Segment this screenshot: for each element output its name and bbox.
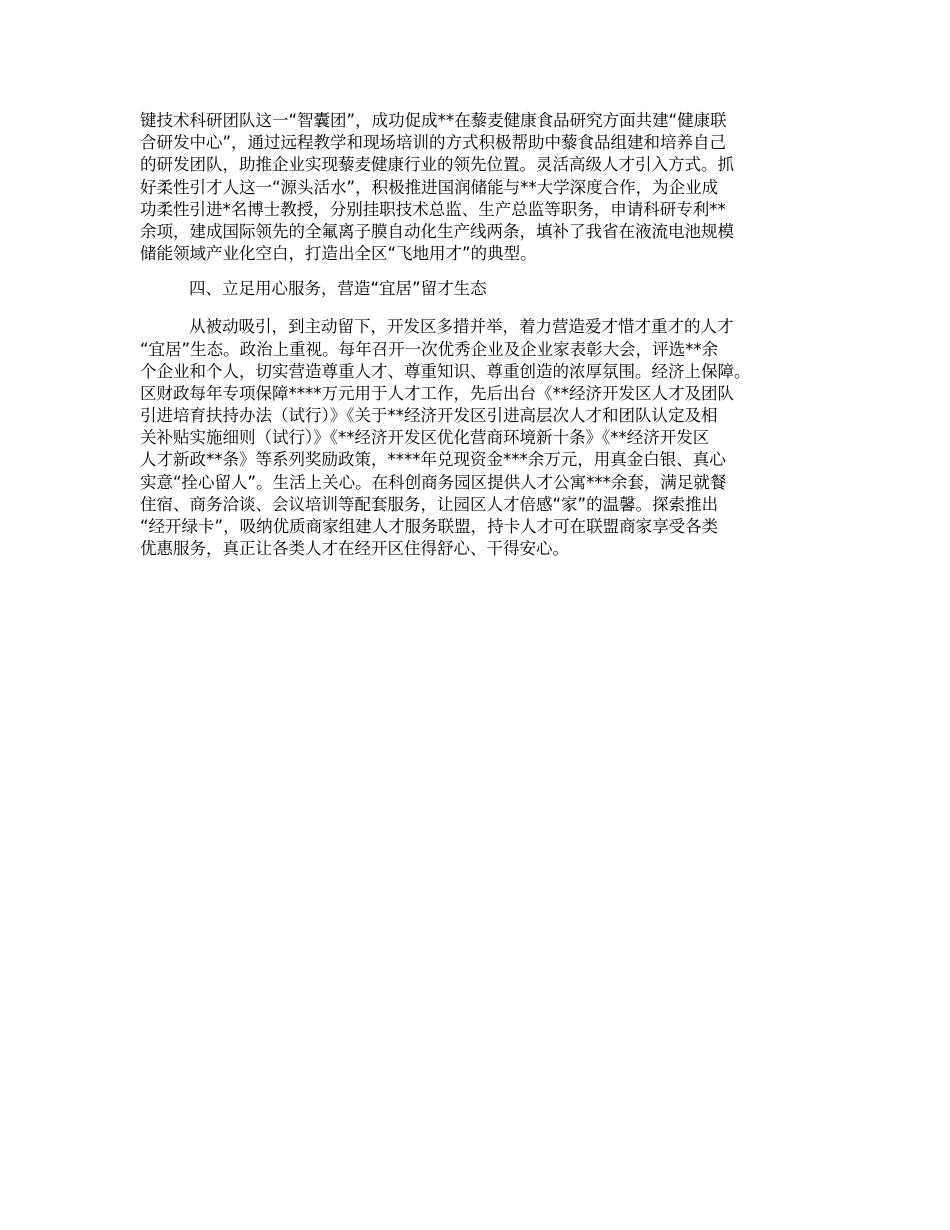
text-line: 余项，建成国际领先的全氟离子膜自动化生产线两条，填补了我省在液流电池规模: [140, 221, 734, 241]
text-line: 键技术科研团队这一“智囊团”，成功促成**在藜麦健康食品研究方面共建“健康联: [140, 111, 727, 130]
text-line: “经开绿卡”，吸纳优质商家组建人才服务联盟，持卡人才可在联盟商家享受各类: [140, 517, 719, 536]
text-line: 储能领域产业化空白，打造出全区“飞地用才”的典型。: [140, 244, 537, 264]
text-line: 功柔性引进*名博士教授，分别挂职技术总监、生产总监等职务，申请科研专利**: [140, 199, 726, 219]
text-line: 住宿、商务洽谈、会议培训等配套服务，让园区人才倍感“家”的温馨。探索推出: [140, 494, 719, 514]
text-line: 从被动吸引，到主动留下，开发区多措并举，着力营造爱才惜才重才的人才: [189, 317, 734, 337]
text-line: 引进培育扶持办法（试行）》《关于**经济开发区引进高层次人才和团队认定及相: [140, 406, 718, 426]
paragraph-talent-retention: [140, 316, 822, 560]
text-line: 的研发团队，助推企业实现藜麦健康行业的领先位置。灵活高级人才引入方式。抓: [140, 155, 734, 175]
document-body: [140, 110, 822, 573]
text-line: 合研发中心”，通过远程教学和现场培训的方式积极帮助中藜食品组建和培养自己: [140, 133, 727, 153]
text-line: 区财政每年专项保障****万元用于人才工作，先后出台《**经济开发区人才及团队: [140, 383, 734, 403]
text-line: 优惠服务，真正让各类人才在经开区住得舒心、干得安心。: [140, 539, 569, 559]
text-line: 个企业和个人，切实营造尊重人才、尊重知识、尊重创造的浓厚氛围。经济上保障。: [140, 361, 751, 381]
text-line: 好柔性引才人这一“源头活水”，积极推进国润储能与**大学深度合作，为企业成: [140, 177, 719, 197]
text-line: 人才新政**条》等系列奖励政策，****年兑现资金***余万元，用真金白银、真心: [140, 450, 726, 470]
text-line: 实意“拴心留人”。生活上关心。在科创商务园区提供人才公寓***余套，满足就餐: [140, 472, 727, 492]
paragraph-talent-introduction: [140, 110, 822, 265]
text-line: “宜居”生态。政治上重视。每年召开一次优秀企业及企业家表彰大会，评选**余: [140, 339, 719, 359]
section-heading-4: 四、立足用心服务，营造“宜居”留才生态: [189, 279, 487, 299]
text-line: 关补贴实施细则（试行）》《**经济开发区优化营商环境新十条》《**经济开发区: [140, 428, 710, 448]
